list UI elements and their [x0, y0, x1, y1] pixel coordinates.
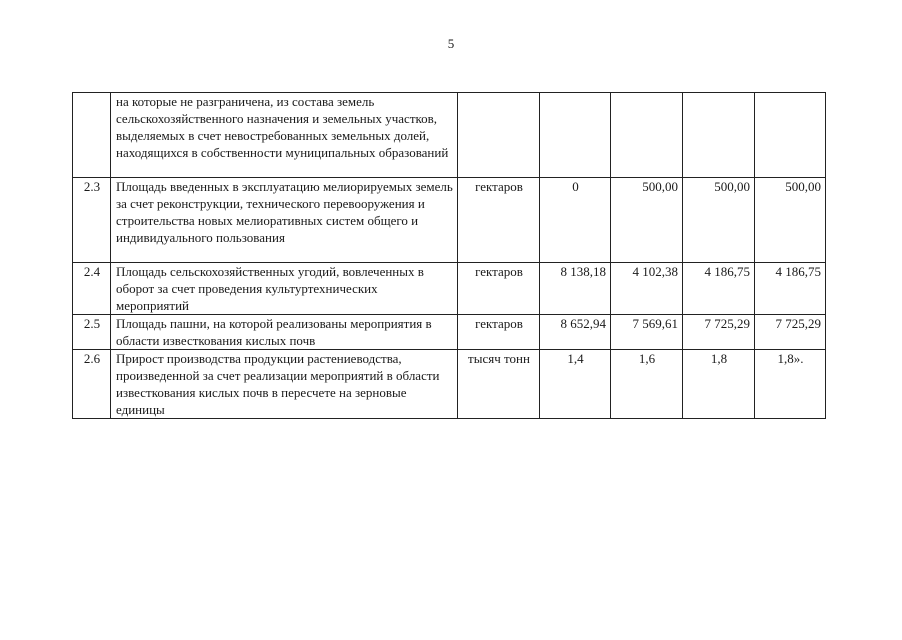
value-cell-1: 8 652,94	[540, 315, 611, 350]
value-cell-3: 1,8	[683, 350, 755, 419]
unit-cell	[458, 93, 540, 178]
value-cell-3	[683, 93, 755, 178]
table-row	[73, 93, 826, 178]
value-cell-2: 500,00	[611, 178, 683, 263]
value-cell-2	[611, 93, 683, 178]
value-cell-4: 4 186,75	[755, 263, 826, 315]
value-cell-4	[755, 93, 826, 178]
value-cell-4: 7 725,29	[755, 315, 826, 350]
value-cell-3: 4 186,75	[683, 263, 755, 315]
indicators-table	[72, 92, 826, 419]
value-cell-1: 1,4	[540, 350, 611, 419]
unit-cell: гектаров	[458, 263, 540, 315]
unit-cell: гектаров	[458, 178, 540, 263]
value-cell-1: 0	[540, 178, 611, 263]
row-number-cell	[73, 93, 111, 178]
indicator-name-cell: Площадь сельскохозяйственных угодий, вовлеченных в оборот за счет проведения культуртехнических мероприятий	[111, 263, 458, 315]
unit-cell: тысяч тонн	[458, 350, 540, 419]
row-number-cell: 2.3	[73, 178, 111, 263]
indicator-name-cell: Площадь введенных в эксплуатацию мелиорируемых земель за счет реконструкции, технического перевооружения и строительства новых мелиоративных систем общего и индивидуального пользования	[111, 178, 458, 263]
row-number-cell: 2.4	[73, 263, 111, 315]
value-cell-2: 7 569,61	[611, 315, 683, 350]
page-number: 5	[447, 36, 455, 51]
value-cell-1	[540, 93, 611, 178]
table-row	[73, 178, 826, 263]
value-cell-2: 1,6	[611, 350, 683, 419]
indicator-name-cell: Прирост производства продукции растениеводства, произведенной за счет реализации мероприятий в области известкования кислых почв в пересчете на зерновые единицы	[111, 350, 458, 419]
value-cell-3: 500,00	[683, 178, 755, 263]
value-cell-1: 8 138,18	[540, 263, 611, 315]
value-cell-2: 4 102,38	[611, 263, 683, 315]
row-number-cell: 2.6	[73, 350, 111, 419]
row-number-cell: 2.5	[73, 315, 111, 350]
table-row	[73, 315, 826, 350]
value-cell-4: 500,00	[755, 178, 826, 263]
table-row	[73, 263, 826, 315]
value-cell-4: 1,8».	[755, 350, 826, 419]
value-cell-3: 7 725,29	[683, 315, 755, 350]
indicator-name-cell: Площадь пашни, на которой реализованы мероприятия в области известкования кислых почв	[111, 315, 458, 350]
table-row	[73, 350, 826, 419]
indicator-name-cell: на которые не разграничена, из состава земель сельскохозяйственного назначения и земельных участков, выделяемых в счет невостребованных земельных долей, находящихся в собственности муниципальных образований	[111, 93, 458, 178]
unit-cell: гектаров	[458, 315, 540, 350]
